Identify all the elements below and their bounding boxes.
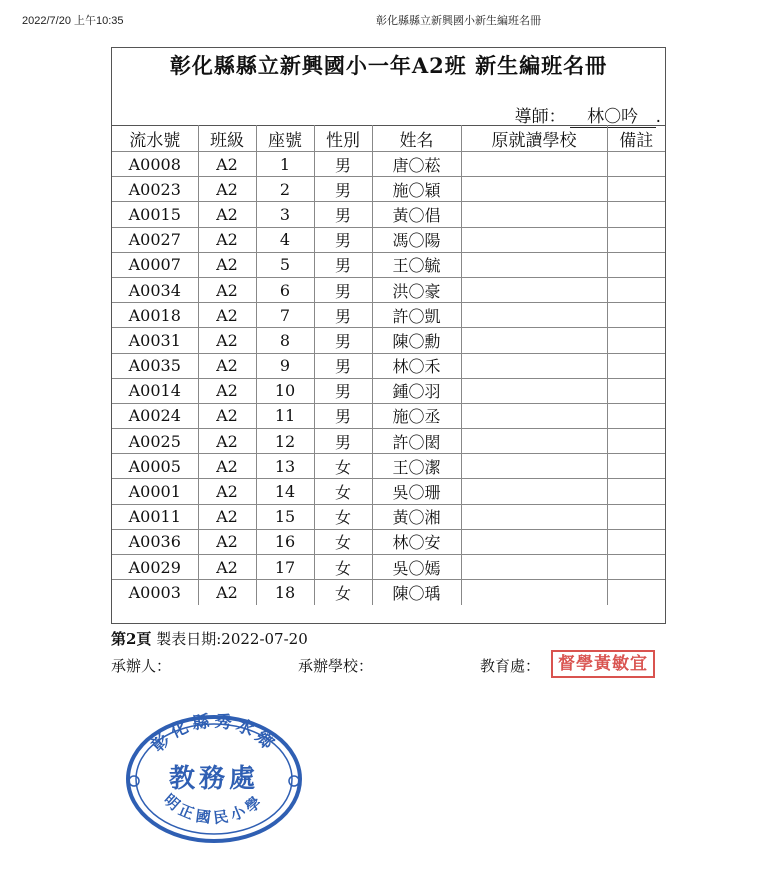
remarks-cell — [607, 580, 665, 605]
name-cell: 陳〇勳 — [372, 328, 461, 353]
serial-cell: A0003 — [112, 580, 198, 605]
previous-school-cell — [461, 580, 607, 605]
gender-cell: 男 — [314, 403, 372, 428]
teacher-name: 林〇吟 — [570, 102, 656, 128]
gender-cell: 女 — [314, 479, 372, 504]
seal-bottom-text: 明正國民小學 — [160, 790, 268, 828]
previous-school-cell — [461, 277, 607, 302]
seat-cell: 11 — [256, 403, 314, 428]
seat-cell: 4 — [256, 227, 314, 252]
seat-cell: 12 — [256, 429, 314, 454]
previous-school-cell — [461, 353, 607, 378]
gender-cell: 男 — [314, 202, 372, 227]
previous-school-cell — [461, 252, 607, 277]
seat-cell: 2 — [256, 177, 314, 202]
gender-cell: 男 — [314, 353, 372, 378]
print-doc-name: 彰化縣縣立新興國小新生編班名冊 — [376, 15, 541, 27]
gender-cell: 男 — [314, 252, 372, 277]
teacher-line: 導師： 林〇吟 . — [515, 102, 661, 128]
table-row — [112, 152, 665, 177]
previous-school-cell — [461, 202, 607, 227]
remarks-cell — [607, 227, 665, 252]
serial-cell: A0023 — [112, 177, 198, 202]
table-row — [112, 227, 665, 252]
remarks-cell — [607, 328, 665, 353]
previous-school-cell — [461, 479, 607, 504]
seat-cell: 16 — [256, 529, 314, 554]
seal-top-text: 彰化縣秀水鄉 — [148, 711, 280, 757]
remarks-cell — [607, 479, 665, 504]
class-cell: A2 — [198, 277, 256, 302]
seat-cell: 3 — [256, 202, 314, 227]
table-row — [112, 378, 665, 403]
education-office-label: 教育處： — [480, 657, 541, 675]
serial-cell: A0005 — [112, 454, 198, 479]
roster-document — [111, 47, 666, 624]
seat-cell: 7 — [256, 303, 314, 328]
table-row — [112, 454, 665, 479]
name-cell: 施〇丞 — [372, 403, 461, 428]
seat-cell: 10 — [256, 378, 314, 403]
remarks-cell — [607, 177, 665, 202]
name-cell: 馮〇陽 — [372, 227, 461, 252]
name-cell: 陳〇瑀 — [372, 580, 461, 605]
previous-school-cell — [461, 303, 607, 328]
seat-cell: 1 — [256, 152, 314, 177]
serial-cell: A0027 — [112, 227, 198, 252]
class-cell: A2 — [198, 580, 256, 605]
gender-cell: 男 — [314, 152, 372, 177]
class-cell: A2 — [198, 328, 256, 353]
table-row — [112, 580, 665, 605]
seat-cell: 13 — [256, 454, 314, 479]
class-cell: A2 — [198, 252, 256, 277]
table-row — [112, 529, 665, 554]
name-cell: 王〇毓 — [372, 252, 461, 277]
gender-cell: 女 — [314, 580, 372, 605]
seat-cell: 5 — [256, 252, 314, 277]
teacher-label: 導師： — [514, 107, 566, 127]
previous-school-cell — [461, 429, 607, 454]
name-cell: 洪〇豪 — [372, 277, 461, 302]
roster-table — [112, 125, 665, 605]
class-cell: A2 — [198, 303, 256, 328]
name-cell: 唐〇菘 — [372, 152, 461, 177]
seat-cell: 15 — [256, 504, 314, 529]
class-cell: A2 — [198, 529, 256, 554]
header-gender: 性別 — [314, 126, 372, 152]
remarks-cell — [607, 529, 665, 554]
page-number: 第2頁 — [111, 630, 152, 648]
class-cell: A2 — [198, 479, 256, 504]
class-cell: A2 — [198, 152, 256, 177]
serial-cell: A0035 — [112, 353, 198, 378]
gender-cell: 男 — [314, 277, 372, 302]
serial-cell: A0024 — [112, 403, 198, 428]
table-row — [112, 429, 665, 454]
gender-cell: 男 — [314, 328, 372, 353]
created-date: 製表日期:2022-07-20 — [156, 630, 308, 648]
header-serial: 流水號 — [112, 126, 198, 152]
remarks-cell — [607, 504, 665, 529]
table-row — [112, 353, 665, 378]
table-row — [112, 403, 665, 428]
previous-school-cell — [461, 529, 607, 554]
table-row — [112, 177, 665, 202]
name-cell: 林〇禾 — [372, 353, 461, 378]
seat-cell: 8 — [256, 328, 314, 353]
serial-cell: A0029 — [112, 555, 198, 580]
table-header-row — [112, 126, 665, 152]
class-cell: A2 — [198, 378, 256, 403]
name-cell: 黃〇倡 — [372, 202, 461, 227]
print-datetime: 2022/7/20 上午10:35 — [22, 15, 124, 27]
name-cell: 林〇安 — [372, 529, 461, 554]
name-cell: 王〇潔 — [372, 454, 461, 479]
seal-flower-right-icon — [289, 776, 299, 786]
seat-cell: 18 — [256, 580, 314, 605]
previous-school-cell — [461, 555, 607, 580]
class-cell: A2 — [198, 353, 256, 378]
name-cell: 吳〇珊 — [372, 479, 461, 504]
school-label: 承辦學校： — [298, 657, 374, 675]
class-cell: A2 — [198, 227, 256, 252]
name-cell: 許〇閎 — [372, 429, 461, 454]
class-cell: A2 — [198, 504, 256, 529]
table-row — [112, 252, 665, 277]
remarks-cell — [607, 303, 665, 328]
name-cell: 吳〇嫣 — [372, 555, 461, 580]
document-title: 彰化縣縣立新興國小一年A2班 新生編班名冊 — [169, 53, 608, 78]
header-class: 班級 — [198, 126, 256, 152]
seat-cell: 17 — [256, 555, 314, 580]
class-cell: A2 — [198, 454, 256, 479]
table-row — [112, 504, 665, 529]
seat-cell: 6 — [256, 277, 314, 302]
serial-cell: A0008 — [112, 152, 198, 177]
header-remarks: 備註 — [607, 126, 665, 152]
class-cell: A2 — [198, 555, 256, 580]
class-cell: A2 — [198, 403, 256, 428]
serial-cell: A0036 — [112, 529, 198, 554]
previous-school-cell — [461, 152, 607, 177]
gender-cell: 女 — [314, 555, 372, 580]
remarks-cell — [607, 555, 665, 580]
table-row — [112, 479, 665, 504]
name-cell: 鍾〇羽 — [372, 378, 461, 403]
remarks-cell — [607, 152, 665, 177]
remarks-cell — [607, 202, 665, 227]
gender-cell: 男 — [314, 177, 372, 202]
remarks-cell — [607, 403, 665, 428]
name-cell: 黃〇湘 — [372, 504, 461, 529]
seat-cell: 14 — [256, 479, 314, 504]
remarks-cell — [607, 353, 665, 378]
table-row — [112, 328, 665, 353]
table-row — [112, 303, 665, 328]
name-cell: 許〇凱 — [372, 303, 461, 328]
gender-cell: 女 — [314, 529, 372, 554]
inspector-stamp: 督學黃敏宜 — [551, 650, 655, 678]
seal-flower-left-icon — [129, 776, 139, 786]
gender-cell: 女 — [314, 504, 372, 529]
previous-school-cell — [461, 328, 607, 353]
remarks-cell — [607, 378, 665, 403]
seal-center-text: 教務處 — [168, 764, 260, 794]
gender-cell: 男 — [314, 378, 372, 403]
previous-school-cell — [461, 504, 607, 529]
serial-cell: A0011 — [112, 504, 198, 529]
previous-school-cell — [461, 177, 607, 202]
serial-cell: A0007 — [112, 252, 198, 277]
class-cell: A2 — [198, 177, 256, 202]
school-seal-stamp — [124, 711, 304, 846]
table-row — [112, 277, 665, 302]
name-cell: 施〇穎 — [372, 177, 461, 202]
serial-cell: A0001 — [112, 479, 198, 504]
remarks-cell — [607, 252, 665, 277]
previous-school-cell — [461, 454, 607, 479]
previous-school-cell — [461, 227, 607, 252]
serial-cell: A0015 — [112, 202, 198, 227]
header-name: 姓名 — [372, 126, 461, 152]
previous-school-cell — [461, 378, 607, 403]
serial-cell: A0025 — [112, 429, 198, 454]
header-previous-school: 原就讀學校 — [461, 126, 607, 152]
remarks-cell — [607, 277, 665, 302]
class-cell: A2 — [198, 429, 256, 454]
handler-label: 承辦人： — [111, 657, 172, 675]
remarks-cell — [607, 429, 665, 454]
serial-cell: A0018 — [112, 303, 198, 328]
header-seat: 座號 — [256, 126, 314, 152]
table-row — [112, 202, 665, 227]
serial-cell: A0014 — [112, 378, 198, 403]
previous-school-cell — [461, 403, 607, 428]
gender-cell: 男 — [314, 429, 372, 454]
roster-body — [112, 152, 665, 605]
remarks-cell — [607, 454, 665, 479]
serial-cell: A0031 — [112, 328, 198, 353]
seat-cell: 9 — [256, 353, 314, 378]
gender-cell: 女 — [314, 454, 372, 479]
table-row — [112, 555, 665, 580]
page-info — [111, 628, 308, 649]
class-cell: A2 — [198, 202, 256, 227]
gender-cell: 男 — [314, 303, 372, 328]
gender-cell: 男 — [314, 227, 372, 252]
serial-cell: A0034 — [112, 277, 198, 302]
